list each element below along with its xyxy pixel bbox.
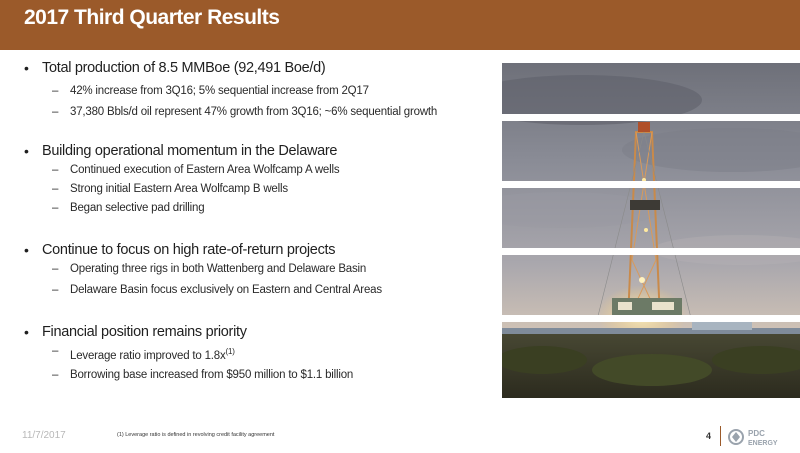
sub-bullet bbox=[22, 342, 492, 366]
slide-title: 2017 Third Quarter Results bbox=[24, 6, 280, 29]
bullet-text: • Financial position remains priority bbox=[22, 322, 492, 342]
bullet-text: • Total production of 8.5 MMBoe (92,491 Boe/d) bbox=[22, 58, 492, 78]
bullet-list bbox=[22, 58, 492, 385]
logo-text-top: PDC bbox=[748, 429, 765, 438]
bullet-production bbox=[22, 58, 492, 122]
drilling-rig-photo bbox=[502, 60, 800, 398]
sub-bullet: – Operating three rigs in both Wattenberg and Delaware Basin bbox=[22, 260, 492, 279]
footnote: (1) Leverage ratio is defined in revolving credit facility agreement bbox=[117, 432, 275, 438]
bullet-financial bbox=[22, 322, 492, 385]
sub-bullet: – 37,380 Bbls/d oil represent 47% growth from 3Q16; ~6% sequential growth bbox=[22, 103, 492, 122]
sub-bullet: – Delaware Basin focus exclusively on Eastern and Central Areas bbox=[22, 281, 492, 300]
title-bar bbox=[0, 0, 800, 50]
footnote-marker: (1) bbox=[225, 347, 235, 356]
sub-bullet-text: Leverage ratio improved to 1.8x bbox=[70, 349, 226, 362]
sub-bullet: – Began selective pad drilling bbox=[22, 199, 492, 218]
pdc-logo-icon bbox=[726, 426, 798, 448]
footer-date: 11/7/2017 bbox=[22, 430, 66, 441]
page-number: 4 bbox=[706, 431, 712, 441]
sub-bullet: – 42% increase from 3Q16; 5% sequential increase from 2Q17 bbox=[22, 82, 492, 101]
bullet-projects bbox=[22, 240, 492, 300]
bullet-text: • Continue to focus on high rate-of-return projects bbox=[22, 240, 492, 260]
logo-text-bottom: ENERGY bbox=[748, 440, 778, 447]
bullet-delaware bbox=[22, 141, 492, 218]
sub-bullet: – Continued execution of Eastern Area Wolfcamp A wells bbox=[22, 161, 492, 180]
footer-divider bbox=[720, 426, 721, 446]
sub-bullet: – Strong initial Eastern Area Wolfcamp B wells bbox=[22, 180, 492, 199]
sub-bullet: – Borrowing base increased from $950 million to $1.1 billion bbox=[22, 366, 492, 385]
pdc-energy-logo bbox=[726, 426, 798, 448]
bullet-text: • Building operational momentum in the Delaware bbox=[22, 141, 492, 161]
drilling-rig-image bbox=[502, 60, 800, 398]
